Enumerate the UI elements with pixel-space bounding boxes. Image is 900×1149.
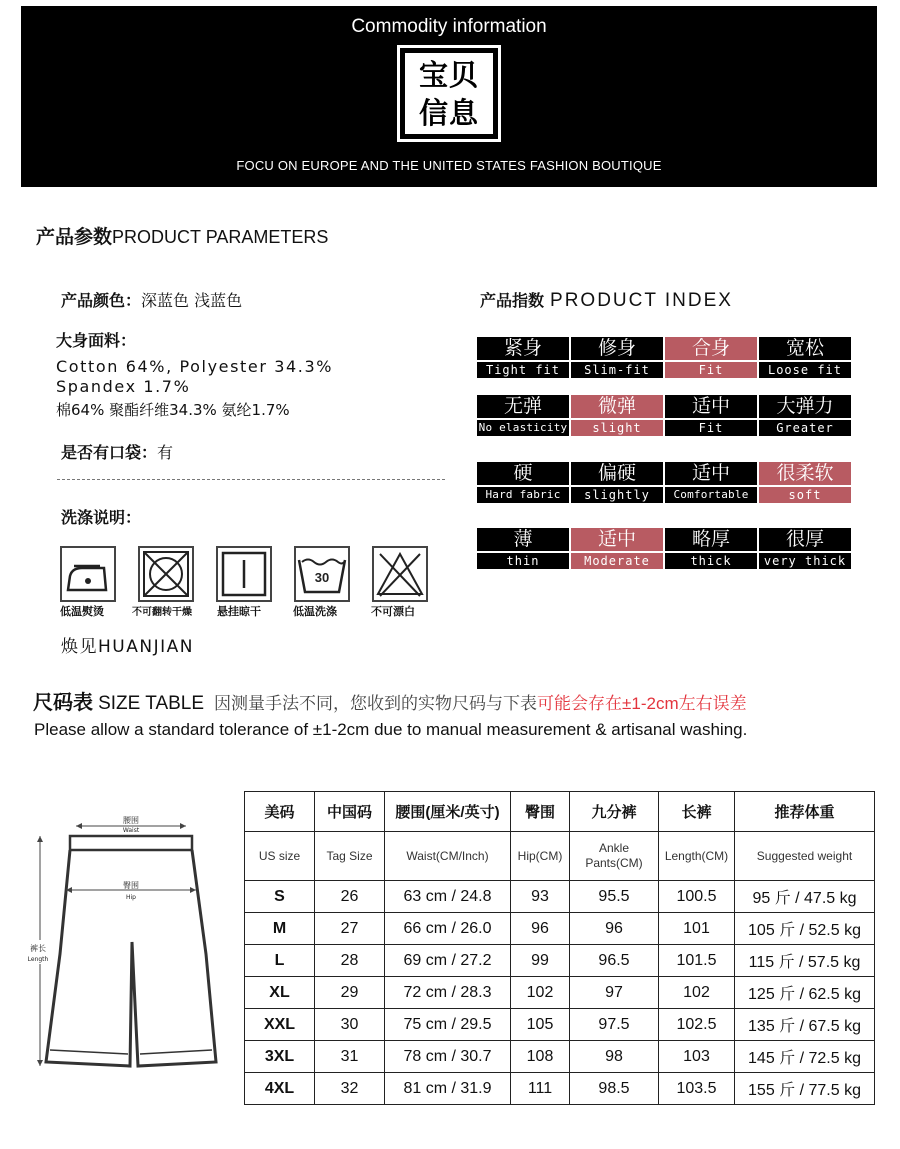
cell-hip: 108 xyxy=(511,1041,570,1073)
banner-badge-line1: 宝贝 xyxy=(418,58,479,92)
cell-waist: 81 cm / 31.9 xyxy=(385,1073,511,1105)
index-cell-cn: 硬 xyxy=(477,462,569,485)
length-label-cn: 裤长 xyxy=(30,944,46,953)
fabric-label: 大身面料： xyxy=(56,331,137,350)
index-cell-en: Slim-fit xyxy=(571,362,663,378)
header-ankle-en-text: Ankle Pants(CM) xyxy=(585,841,643,870)
index-cell-en: Fit xyxy=(665,420,757,436)
fabric-line-2: Spandex 1.7% xyxy=(56,377,191,396)
index-cell-en: Tight fit xyxy=(477,362,569,378)
cell-hip: 102 xyxy=(511,977,570,1009)
cell-waist: 69 cm / 27.2 xyxy=(385,945,511,977)
header-length-cn: 长裤 xyxy=(659,792,735,832)
pants-diagram xyxy=(20,814,230,1084)
table-row xyxy=(245,1009,875,1041)
cell-hip: 105 xyxy=(511,1009,570,1041)
wash-label-bleach: 不可漂白 xyxy=(371,605,415,618)
index-cell-cn: 偏硬 xyxy=(571,462,663,485)
index-cell-en: No elasticity xyxy=(478,421,568,434)
length-label-en: Length xyxy=(27,956,49,963)
cell-tag-size: 30 xyxy=(315,1009,385,1041)
banner-badge xyxy=(397,45,501,142)
banner-badge-text xyxy=(405,53,493,134)
cell-us-size: XXL xyxy=(245,1009,315,1041)
index-cell xyxy=(571,462,663,504)
wash-label-tumble: 不可翻转干燥 xyxy=(132,607,192,618)
cell-hip: 111 xyxy=(511,1073,570,1105)
index-cell-cn: 微弹 xyxy=(571,395,663,418)
index-cell-cn: 适中 xyxy=(665,462,757,485)
cell-hip: 93 xyxy=(511,881,570,913)
header-weight-en: Suggested weight xyxy=(735,832,875,881)
header-hip-en: Hip(CM) xyxy=(511,832,570,881)
index-cell-cn: 大弹力 xyxy=(759,395,851,418)
table-header-en xyxy=(245,832,875,881)
table-row xyxy=(245,945,875,977)
cell-weight: 125 斤 / 62.5 kg xyxy=(735,977,875,1009)
cell-hip: 96 xyxy=(511,913,570,945)
header-length-en: Length(CM) xyxy=(659,832,735,881)
size-table-note-en: Please allow a standard tolerance of ±1-2cm due to manual measurement & artisanal washing. xyxy=(34,720,748,739)
brand-name: 焕见HUANJIAN xyxy=(61,637,194,657)
color-row xyxy=(61,288,242,311)
index-cell-cn: 很厚 xyxy=(759,528,851,551)
iron-low-temp-icon xyxy=(60,546,116,602)
cell-hip: 99 xyxy=(511,945,570,977)
header-waist-cn: 腰围(厘米/英寸) xyxy=(385,792,511,832)
index-heading-en: PRODUCT INDEX xyxy=(550,290,733,311)
index-cell-active xyxy=(665,337,757,379)
index-cell-active xyxy=(571,528,663,570)
wash-label-wash: 低温洗涤 xyxy=(293,605,337,618)
index-cell-cn: 紧身 xyxy=(477,337,569,360)
index-cell-cn: 很柔软 xyxy=(759,462,851,485)
cell-tag-size: 26 xyxy=(315,881,385,913)
cell-tag-size: 29 xyxy=(315,977,385,1009)
pocket-label: 是否有口袋： xyxy=(61,443,158,462)
pocket-row xyxy=(61,440,173,463)
cell-ankle-length: 97.5 xyxy=(570,1009,659,1041)
index-cell xyxy=(571,337,663,379)
cell-length: 101 xyxy=(659,913,735,945)
index-cell-en: soft xyxy=(759,487,851,503)
banner-title: Commodity information xyxy=(351,16,547,37)
index-cell xyxy=(665,462,757,504)
size-table-note-cn: 因测量手法不同，您收到的实物尺码与下表 xyxy=(214,694,538,713)
cell-length: 102 xyxy=(659,977,735,1009)
cell-ankle-length: 98.5 xyxy=(570,1073,659,1105)
index-row-softness xyxy=(477,462,851,504)
index-cell xyxy=(477,462,569,504)
cell-length: 103.5 xyxy=(659,1073,735,1105)
index-cell-en: Greater xyxy=(759,420,851,436)
header-waist-en: Waist(CM/Inch) xyxy=(385,832,511,881)
index-row-thickness xyxy=(477,528,851,570)
size-table-heading-cn: 尺码表 xyxy=(33,690,93,714)
header-us-size-cn: 美码 xyxy=(245,792,315,832)
params-heading xyxy=(36,222,328,249)
cell-waist: 75 cm / 29.5 xyxy=(385,1009,511,1041)
header-hip-cn: 臀围 xyxy=(511,792,570,832)
size-rows xyxy=(245,881,875,1105)
index-cell-en: Loose fit xyxy=(759,362,851,378)
header-banner xyxy=(21,6,877,187)
cell-ankle-length: 96 xyxy=(570,913,659,945)
pocket-value: 有 xyxy=(157,443,174,462)
index-cell-cn: 适中 xyxy=(571,528,663,551)
wash-label-hang: 悬挂晾干 xyxy=(217,605,261,618)
hip-label-en: Hip xyxy=(126,894,136,901)
wash-label: 洗涤说明： xyxy=(61,508,142,527)
cell-length: 101.5 xyxy=(659,945,735,977)
index-heading-cn: 产品指数 xyxy=(480,291,545,310)
index-cell-en: slight xyxy=(571,420,663,436)
cell-tag-size: 28 xyxy=(315,945,385,977)
cell-weight: 145 斤 / 72.5 kg xyxy=(735,1041,875,1073)
cell-tag-size: 27 xyxy=(315,913,385,945)
color-label: 产品颜色： xyxy=(61,291,142,310)
cell-length: 102.5 xyxy=(659,1009,735,1041)
index-cell xyxy=(759,395,851,437)
index-cell-cn: 适中 xyxy=(665,395,757,418)
index-cell-en: Hard fabric xyxy=(477,487,569,503)
cell-waist: 78 cm / 30.7 xyxy=(385,1041,511,1073)
index-cell-en: thick xyxy=(665,553,757,569)
index-cell-active xyxy=(759,462,851,504)
index-cell-en: Fit xyxy=(665,362,757,378)
index-cell xyxy=(759,337,851,379)
fabric-line-1: Cotton 64%, Polyester 34.3% xyxy=(56,357,334,376)
header-weight-cn: 推荐体重 xyxy=(735,792,875,832)
index-cell-en: Comfortable xyxy=(665,487,757,503)
cell-tag-size: 32 xyxy=(315,1073,385,1105)
index-cell xyxy=(759,528,851,570)
index-cell xyxy=(477,395,569,437)
fabric-line-3: 棉64% 聚酯纤维34.3% 氨纶1.7% xyxy=(56,401,290,419)
header-us-size-en: US size xyxy=(245,832,315,881)
cell-weight: 155 斤 / 77.5 kg xyxy=(735,1073,875,1105)
cell-ankle-length: 96.5 xyxy=(570,945,659,977)
table-row xyxy=(245,881,875,913)
table-row xyxy=(245,1041,875,1073)
index-cell-active xyxy=(571,395,663,437)
params-heading-cn: 产品参数 xyxy=(36,226,113,248)
cell-us-size: L xyxy=(245,945,315,977)
header-ankle-en xyxy=(570,832,659,881)
wash-temperature: 30 xyxy=(314,570,330,585)
params-heading-en: PRODUCT PARAMETERS xyxy=(112,227,329,247)
wash-label-iron: 低温熨烫 xyxy=(60,605,104,618)
index-cell-cn: 薄 xyxy=(477,528,569,551)
header-tag-size-en: Tag Size xyxy=(315,832,385,881)
no-tumble-dry-icon xyxy=(138,546,194,602)
hip-label-cn: 臀围 xyxy=(123,881,139,890)
size-table xyxy=(244,791,875,1105)
index-cell xyxy=(665,395,757,437)
cell-ankle-length: 97 xyxy=(570,977,659,1009)
cell-ankle-length: 95.5 xyxy=(570,881,659,913)
waist-label-en: Waist xyxy=(122,827,140,834)
index-cell xyxy=(665,528,757,570)
cell-us-size: 3XL xyxy=(245,1041,315,1073)
index-row-elasticity xyxy=(477,395,851,437)
index-cell xyxy=(477,528,569,570)
cell-length: 100.5 xyxy=(659,881,735,913)
index-cell-cn: 略厚 xyxy=(665,528,757,551)
index-cell-cn: 修身 xyxy=(571,337,663,360)
cell-us-size: XL xyxy=(245,977,315,1009)
cell-weight: 95 斤 / 47.5 kg xyxy=(735,881,875,913)
cell-waist: 72 cm / 28.3 xyxy=(385,977,511,1009)
cell-waist: 63 cm / 24.8 xyxy=(385,881,511,913)
cell-ankle-length: 98 xyxy=(570,1041,659,1073)
cell-weight: 105 斤 / 52.5 kg xyxy=(735,913,875,945)
cell-weight: 115 斤 / 57.5 kg xyxy=(735,945,875,977)
cell-us-size: S xyxy=(245,881,315,913)
index-cell-cn: 无弹 xyxy=(477,395,569,418)
table-row xyxy=(245,977,875,1009)
index-cell-cn: 宽松 xyxy=(759,337,851,360)
header-ankle-cn: 九分裤 xyxy=(570,792,659,832)
banner-subtitle: FOCU ON EUROPE AND THE UNITED STATES FASHION BOUTIQUE xyxy=(236,158,662,173)
table-header-cn xyxy=(245,792,875,832)
banner-badge-line2: 信息 xyxy=(418,96,479,130)
index-cell-en: Moderate xyxy=(571,553,663,569)
index-cell-cn: 合身 xyxy=(665,337,757,360)
index-cell xyxy=(477,337,569,379)
waist-label-cn: 腰围 xyxy=(123,816,139,825)
cell-us-size: 4XL xyxy=(245,1073,315,1105)
color-value: 深蓝色 浅蓝色 xyxy=(141,291,243,310)
index-heading xyxy=(480,288,733,312)
size-table-heading-en: SIZE TABLE xyxy=(98,693,205,714)
cell-us-size: M xyxy=(245,913,315,945)
table-row xyxy=(245,1073,875,1105)
cell-length: 103 xyxy=(659,1041,735,1073)
cell-weight: 135 斤 / 67.5 kg xyxy=(735,1009,875,1041)
cell-waist: 66 cm / 26.0 xyxy=(385,913,511,945)
index-row-fit xyxy=(477,337,851,379)
wash-30-icon xyxy=(294,546,350,602)
index-cell-en: slightly xyxy=(571,487,663,503)
index-cell-en: very thick xyxy=(759,553,851,569)
cell-tag-size: 31 xyxy=(315,1041,385,1073)
no-bleach-icon xyxy=(372,546,428,602)
divider xyxy=(57,479,445,480)
hang-dry-icon xyxy=(216,546,272,602)
index-cell-en: thin xyxy=(477,553,569,569)
size-table-note-warning: 可能会存在±1-2cm左右误差 xyxy=(537,694,747,713)
header-tag-size-cn: 中国码 xyxy=(315,792,385,832)
table-row xyxy=(245,913,875,945)
size-table-heading xyxy=(33,686,747,715)
